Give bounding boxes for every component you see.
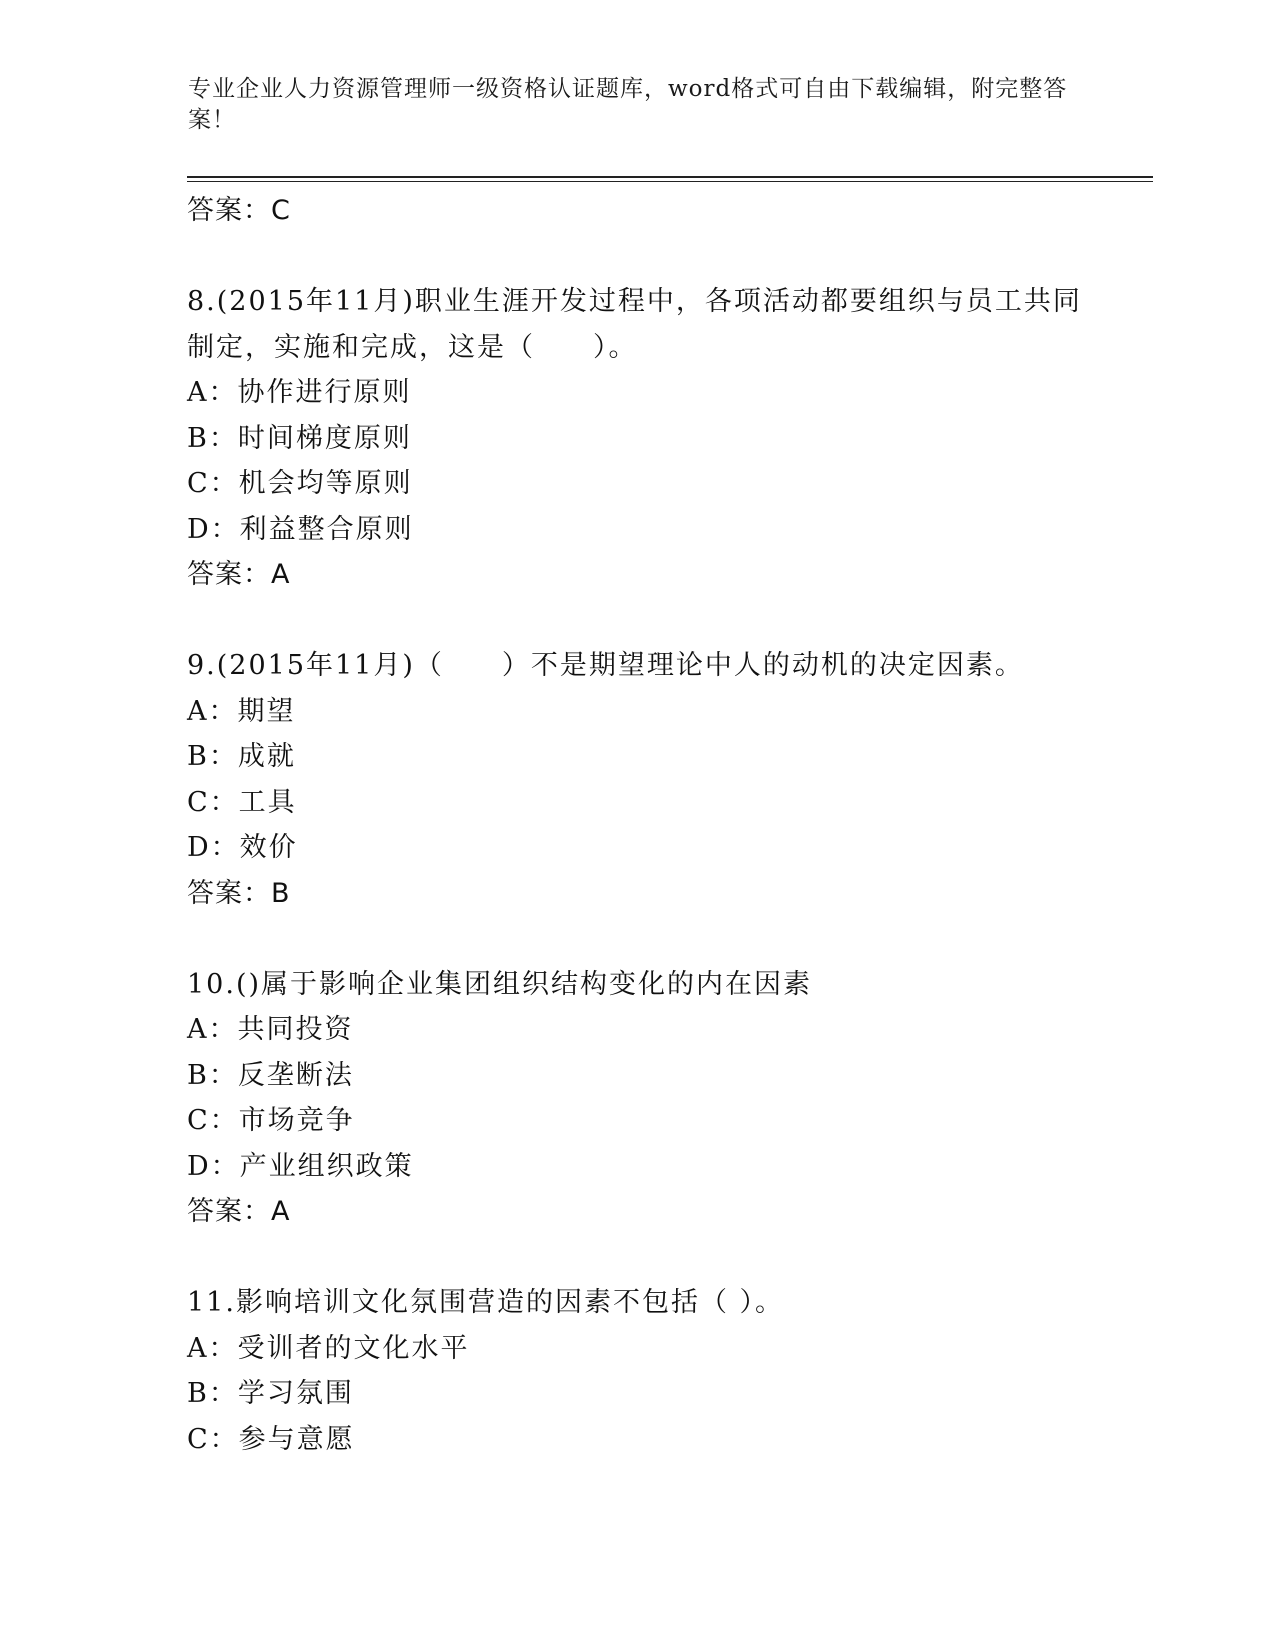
question-8-stem-cont: 制定，实施和完成，这是（ ）。 [187,331,638,363]
question-10-option-c: C：市场竞争 [187,1105,355,1136]
question-11-option-a: A：受训者的文化水平 [187,1332,470,1364]
answer-value: C [271,195,291,226]
answer-value: A [271,559,291,590]
answer-value: A [271,1196,291,1227]
question-10-stem: 10.()属于影响企业集团组织结构变化的内在因素 [187,968,813,1000]
header-divider [187,176,1153,178]
answer-label: 答案： [187,877,271,909]
answer-value: B [271,877,291,909]
question-list [187,188,1147,1462]
question-11-option-c: C：参与意愿 [187,1423,355,1455]
question-10-option-d: D：产业组织政策 [187,1150,414,1182]
question-11-stem: 11.影响培训文化氛围营造的因素不包括（ ）。 [187,1287,785,1318]
question-8-stem: 8.(2015年11月)职业生涯开发过程中，各项活动都要组织与员工共同 [187,286,1082,317]
question-10-option-b: B：反垄断法 [187,1059,354,1091]
question-8-option-c: C：机会均等原则 [187,468,413,499]
question-9-option-a: A：期望 [187,695,296,727]
question-10-answer [187,1189,1147,1235]
answer-label: 答案： [187,1196,271,1227]
question-9-option-c: C：工具 [187,786,297,818]
question-8-option-b: B：时间梯度原则 [187,422,412,454]
question-8-option-a: A：协作进行原则 [187,377,412,408]
question-10-option-a: A：共同投资 [187,1014,354,1045]
question-9-stem: 9.(2015年11月)（ ）不是期望理论中人的动机的决定因素。 [187,650,1024,681]
document-header: 专业企业人力资源管理师一级资格认证题库，word格式可自由下载编辑，附完整答案！ [188,76,1068,133]
previous-answer [187,188,1147,234]
header-divider-thin [187,181,1153,182]
question-9-option-b: B：成就 [187,741,296,772]
question-9-answer [187,871,1147,917]
answer-label: 答案： [187,559,271,590]
question-9-option-d: D：效价 [187,832,298,863]
question-8-answer [187,552,1147,598]
question-8-option-d: D：利益整合原则 [187,513,414,545]
question-11-option-b: B：学习氛围 [187,1378,354,1409]
answer-label: 答案： [187,195,271,226]
